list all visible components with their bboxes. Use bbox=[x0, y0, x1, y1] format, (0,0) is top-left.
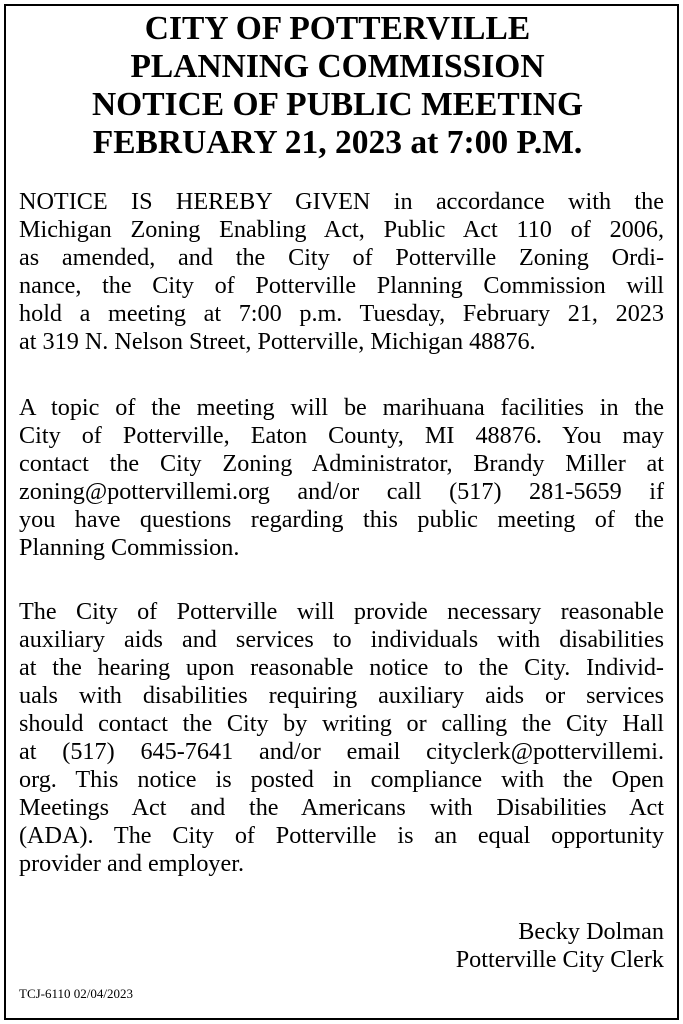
paragraph-line: The City of Potterville will provide necessary reasonable bbox=[19, 598, 664, 625]
paragraph-line: at 319 N. Nelson Street, Potterville, Michigan 48876. bbox=[19, 328, 536, 355]
signature-title: Potterville City Clerk bbox=[455, 946, 664, 973]
publication-reference: TCJ-6110 02/04/2023 bbox=[19, 986, 133, 1001]
paragraph-line: Michigan Zoning Enabling Act, Public Act 110 of 2006, bbox=[19, 216, 664, 243]
paragraph-line: Planning Commission. bbox=[19, 534, 240, 561]
paragraph-line: at the hearing upon reasonable notice to the City. Individ- bbox=[19, 654, 664, 681]
paragraph-line: provider and employer. bbox=[19, 850, 245, 877]
signature-name: Becky Dolman bbox=[518, 918, 664, 945]
paragraph-line: NOTICE IS HEREBY GIVEN in accordance with the bbox=[19, 188, 664, 215]
paragraph-line: you have questions regarding this public meeting of the bbox=[19, 506, 664, 533]
paragraph-line: (ADA). The City of Potterville is an equal opportunity bbox=[19, 822, 664, 849]
paragraph-line: auxiliary aids and services to individuals with disabilities bbox=[19, 626, 664, 653]
notice-title-line-3: NOTICE OF PUBLIC MEETING bbox=[91, 86, 584, 123]
paragraph-line: uals with disabilities requiring auxiliary aids or services bbox=[19, 682, 664, 709]
paragraph-line: City of Potterville, Eaton County, MI 48876. You may bbox=[19, 422, 664, 449]
paragraph-line: org. This notice is posted in compliance with the Open bbox=[19, 766, 664, 793]
paragraph-line: Meetings Act and the Americans with Disabilities Act bbox=[19, 794, 664, 821]
paragraph-line: nance, the City of Potterville Planning Commission will bbox=[19, 272, 664, 299]
paragraph-line: contact the City Zoning Administrator, Brandy Miller at bbox=[19, 450, 664, 477]
notice-title-line-1: CITY OF POTTERVILLE bbox=[144, 10, 531, 47]
paragraph-line: as amended, and the City of Potterville Zoning Ordi- bbox=[19, 244, 664, 271]
paragraph-line: at (517) 645-7641 and/or email cityclerk@pottervillemi. bbox=[19, 738, 664, 765]
paragraph-line: should contact the City by writing or calling the City Hall bbox=[19, 710, 664, 737]
notice-title-line-4: FEBRUARY 21, 2023 at 7:00 P.M. bbox=[92, 124, 583, 161]
paragraph-line: A topic of the meeting will be marihuana facilities in the bbox=[19, 394, 664, 421]
paragraph-line: zoning@pottervillemi.org and/or call (517) 281-5659 if bbox=[19, 478, 664, 505]
notice-title-line-2: PLANNING COMMISSION bbox=[130, 48, 545, 85]
paragraph-line: hold a meeting at 7:00 p.m. Tuesday, February 21, 2023 bbox=[19, 300, 664, 327]
